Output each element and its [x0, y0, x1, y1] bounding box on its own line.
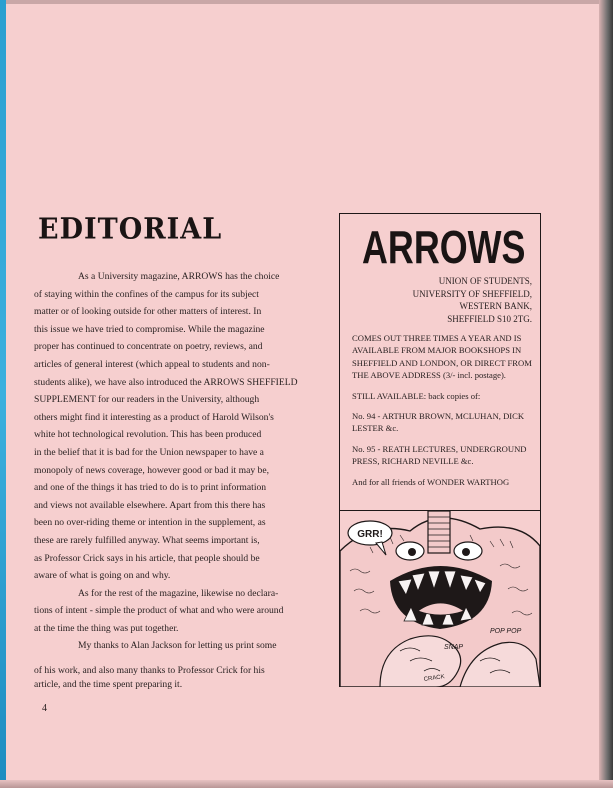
- body-line: white hot technological revolution. This has been produced: [34, 429, 262, 441]
- page-binding-shadow: [599, 0, 613, 788]
- page-bottom-edge: [0, 780, 613, 788]
- editorial-heading: EDITORIAL: [38, 212, 223, 247]
- issue-94-text: No. 94 - ARTHUR BROWN, MCLUHAN, DICK LESTER &c.: [352, 411, 525, 434]
- body-line: others might find it interesting as a product of Harold Wilson's: [34, 411, 274, 423]
- body-line: been no over-riding theme or intention in the supplement, as: [34, 517, 266, 529]
- blue-cover-edge: [0, 0, 6, 788]
- body-line: SUPPLEMENT for our readers in the University, although: [34, 394, 260, 406]
- body-line: in the belief that it is bad for the Union newspaper to have a: [34, 446, 264, 458]
- body-line: articles of general interest (which appeal to students and non-: [34, 358, 270, 370]
- body-line: and views not available elsewhere. Apart from this there has: [34, 499, 266, 511]
- snap-sound-effect: SNAP: [444, 644, 464, 651]
- body-line: article, and the time spent preparing it.: [34, 678, 183, 690]
- wonder-warthog-cartoon: [340, 510, 540, 687]
- arrows-masthead: ARROWS: [362, 221, 526, 273]
- body-line: As for the rest of the magazine, likewise no declara-: [78, 587, 279, 599]
- friends-text: And for all friends of WONDER WARTHOG: [352, 476, 510, 487]
- body-line: As a University magazine, ARROWS has the choice: [78, 271, 280, 282]
- body-line: proper has continued to concentrate on poetry, reviews, and: [34, 341, 263, 353]
- paragraph-gap: [34, 655, 334, 662]
- address-line: WESTERN BANK,: [459, 301, 532, 311]
- address-line: UNIVERSITY OF SHEFFIELD,: [412, 288, 532, 299]
- address-block: [413, 275, 532, 325]
- body-line: at the time the thing was put together.: [34, 622, 179, 634]
- body-line: My thanks to Alan Jackson for letting us print some: [78, 640, 277, 652]
- body-line: matter or of looking outside for other matters of interest. In: [34, 306, 262, 318]
- body-line: monopoly of news coverage, however good or bad it may be,: [34, 464, 269, 476]
- address-line: SHEFFIELD S10 2TG.: [447, 313, 532, 324]
- body-line: and one of the things it has tried to do is to print information: [34, 482, 267, 494]
- body-line: of staying within the confines of the campus for its subject: [34, 288, 259, 300]
- frequency-text: COMES OUT THREE TIMES A YEAR AND IS AVAILABLE FROM MAJOR BOOKSHOPS IN SHEFFIELD AND LONDON, OR DIRECT FROM THE ABOVE ADDRESS (3/- incl. postage).: [352, 333, 532, 381]
- body-line: of his work, and also many thanks to Professor Crick for his: [34, 665, 265, 677]
- warthog-illustration: [340, 511, 540, 687]
- body-line: students alike), we have also introduced the ARROWS SHEFFIELD: [34, 376, 298, 388]
- still-available-text: STILL AVAILABLE: back copies of:: [352, 390, 481, 401]
- availability-info: [352, 332, 540, 496]
- address-line: UNION OF STUDENTS,: [438, 276, 532, 286]
- page-number: 4: [42, 703, 47, 714]
- body-line: this issue we have tried to compromise. While the magazine: [34, 323, 265, 335]
- body-line: these are rarely fulfilled anyway. What seems important is,: [34, 534, 260, 546]
- issue-95-text: No. 95 - REATH LECTURES, UNDERGROUND PRESS, RICHARD NEVILLE &c.: [352, 443, 527, 467]
- body-line: aware of what is going on and why.: [34, 570, 171, 582]
- arrows-info-box: [339, 213, 541, 687]
- page-top-edge: [0, 0, 613, 4]
- body-line: tions of intent - simple the product of what and who were around: [34, 605, 284, 617]
- pop-sound-effect: POP POP: [490, 628, 522, 635]
- editorial-body: [34, 268, 334, 693]
- body-line: as Professor Crick says in his article, that people should be: [34, 552, 260, 564]
- speech-bubble-text: GRR!: [357, 529, 383, 540]
- cartoon-signature: CRACK: [423, 674, 446, 683]
